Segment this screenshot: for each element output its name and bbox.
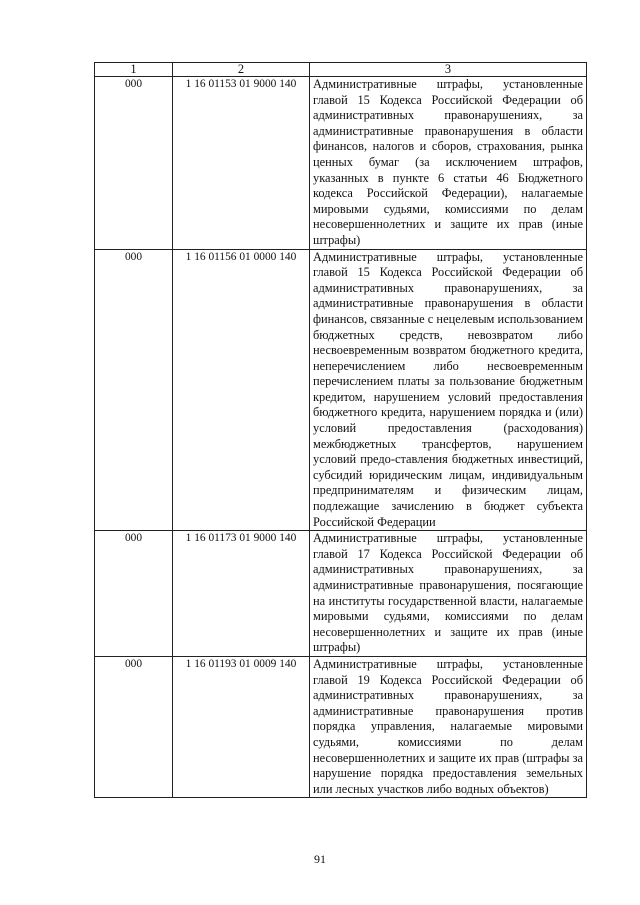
table-row — [95, 531, 587, 657]
kbk-code-cell: 1 16 01156 01 0000 140 — [173, 249, 310, 531]
kbk-code-cell: 1 16 01173 01 9000 140 — [173, 531, 310, 657]
description-cell: Административные штрафы, установленные главой 19 Кодекса Российской Федерации об административных правонарушениях, за административные правонарушения против порядка управления, налагаемые мировыми судьями, комиссиями по делам несовершеннолетних и защите их прав (штрафы за нарушение порядка предоставления земельных или лесных участков либо водных объектов) — [310, 656, 587, 797]
description-cell: Административные штрафы, установленные главой 17 Кодекса Российской Федерации об административных правонарушениях, за административные правонарушения, посягающие на институты государственной власти, налагаемые мировыми судьями, комиссиями по делам несовершеннолетних и защите их прав (иные штрафы) — [310, 531, 587, 657]
admin-code-cell: 000 — [95, 77, 173, 250]
table-row — [95, 77, 587, 250]
kbk-code-cell: 1 16 01193 01 0009 140 — [173, 656, 310, 797]
page-number: 91 — [314, 852, 326, 866]
column-header-2: 2 — [173, 63, 310, 77]
admin-code-cell: 000 — [95, 531, 173, 657]
column-header-3: 3 — [310, 63, 587, 77]
table-header-row — [95, 63, 587, 77]
description-cell: Административные штрафы, установленные главой 15 Кодекса Российской Федерации об административных правонарушениях, за административные правонарушения в области финансов, налогов и сборов, страхования, рынка ценных бумаг (за исключением штрафов, указанных в пункте 6 статьи 46 Бюджетного кодекса Российской Федерации), налагаемые мировыми судьями, комиссиями по делам несовершеннолетних и защите их прав (иные штрафы) — [310, 77, 587, 250]
kbk-code-cell: 1 16 01153 01 9000 140 — [173, 77, 310, 250]
table-row — [95, 249, 587, 531]
admin-code-cell: 000 — [95, 249, 173, 531]
table-row — [95, 656, 587, 797]
budget-codes-table — [94, 62, 587, 798]
description-cell: Административные штрафы, установленные главой 15 Кодекса Российской Федерации об административных правонарушениях, за административные правонарушения в области финансов, связанные с нецелевым использованием бюджетных средств, невозвратом либо несвоевременным возвратом бюджетного кредита, неперечислением либо несвоевременным перечислением платы за пользование бюджетным кредитом, нарушением условий предоставления бюджетного кредита, нарушением порядка и (или) условий предоставления (расходования) межбюджетных трансфертов, нарушением условий предо-ставления бюджетных инвестиций, субсидий юридическим лицам, индивидуальным предпринимателям и физическим лицам, подлежащие зачислению в бюджет субъекта Российской Федерации — [310, 249, 587, 531]
admin-code-cell: 000 — [95, 656, 173, 797]
column-header-1: 1 — [95, 63, 173, 77]
